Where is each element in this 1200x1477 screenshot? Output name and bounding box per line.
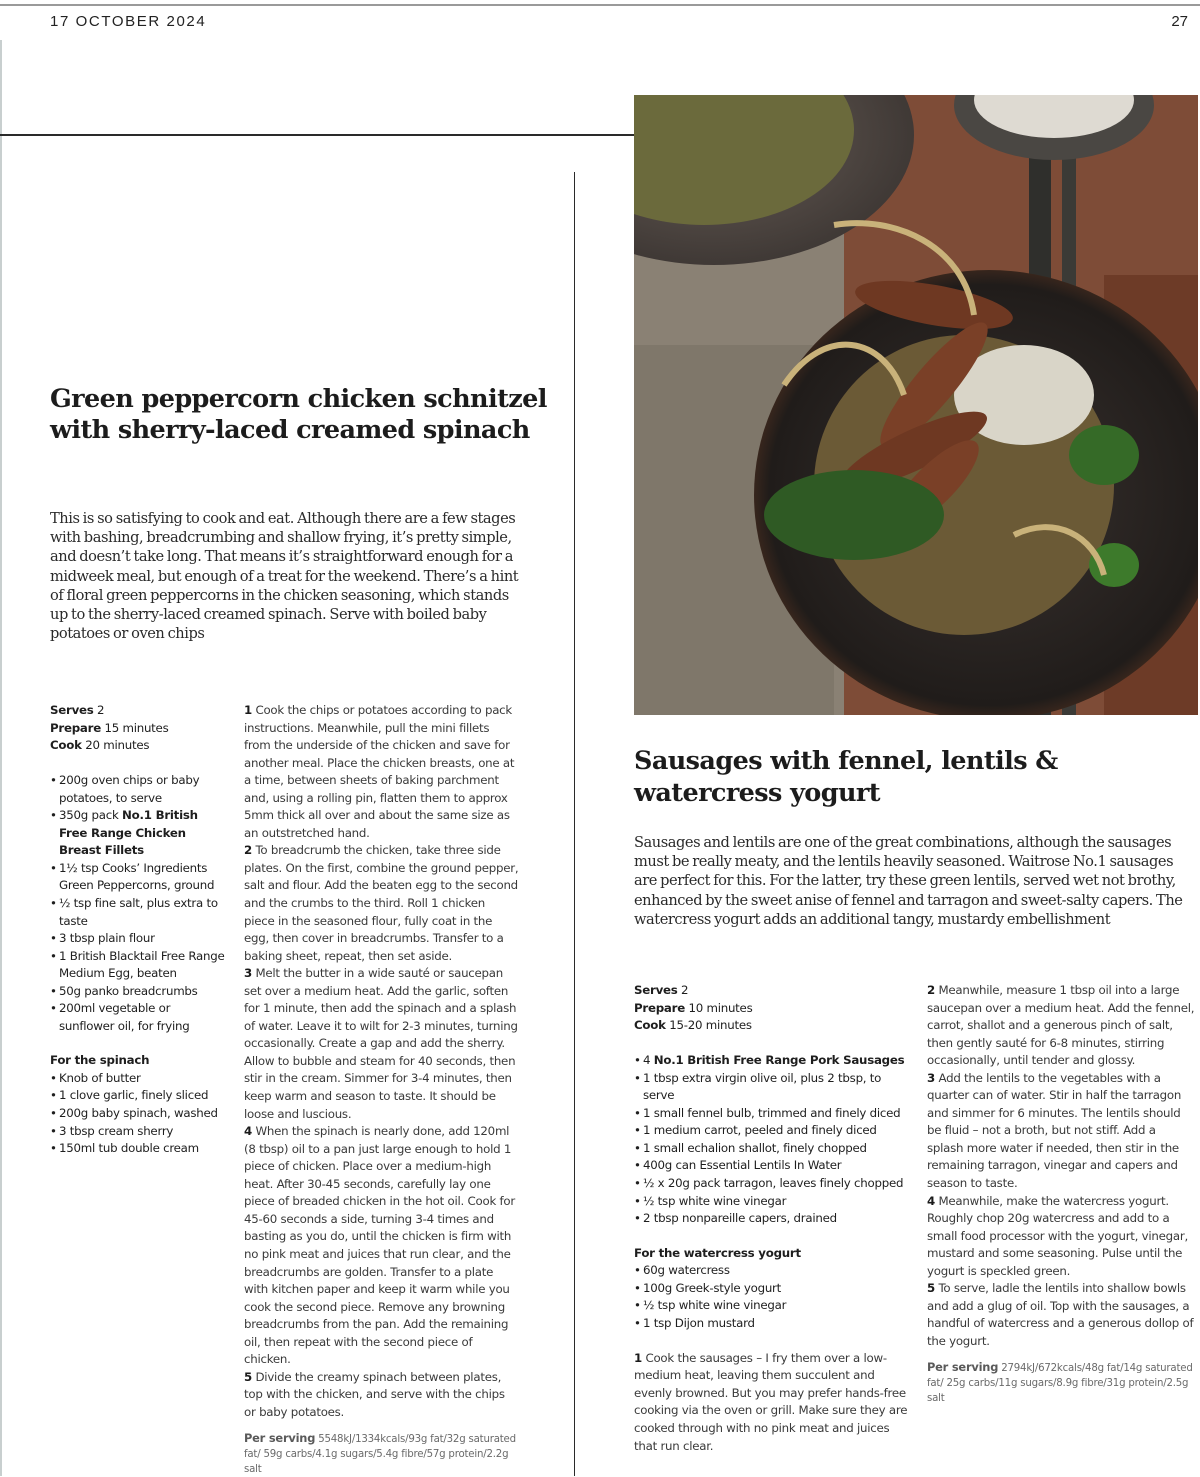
top-rule [0,4,1200,6]
serves-label: Serves [634,983,678,997]
product-name: No.1 British Free Range Chicken Breast Fillets [59,808,198,858]
prepare-label: Prepare [634,1000,685,1015]
recipe-2-method-column [927,982,1195,1406]
ingredient-item: • ½ tsp white wine vinegar [634,1297,914,1315]
recipe-2-ingredient-list [634,1052,914,1227]
ingredient-item: • 350g pack No.1 British Free Range Chicken Breast Fillets [50,807,225,860]
food-photo-sausages-lentils-icon [634,95,1198,715]
issue-date: 17 OCTOBER 2024 [50,13,207,30]
ingredient-item: • 150ml tub double cream [50,1140,225,1158]
recipe-1-ingredients-column [50,702,225,1158]
ingredient-item: • 1 tsp Dijon mustard [634,1315,914,1333]
ingredient-item: • 3 tbsp plain flour [50,930,225,948]
serves-value: 2 [97,703,105,717]
recipe-1-title: Green peppercorn chicken schnitzel with sherry-laced creamed spinach [50,384,547,445]
ingredient-item: • 200g baby spinach, washed [50,1105,225,1123]
ingredient-item: • ½ tsp fine salt, plus extra to taste [50,895,225,930]
method-step: 1 Cook the chips or potatoes according to pack instructions. Meanwhile, pull the mini fillets from the underside of the chicken and save for another meal. Place the chicken breasts, one at a time, between sheets of baking parchment and, using a rolling pin, flatten them to approx 5mm thick all over and about the same size as an outstretched hand. [244,703,515,840]
product-name: No.1 British Free Range Pork Sausages [653,1053,905,1068]
method-step: 5 Divide the creamy spinach between plates, top with the chicken, and serve with the chips or baby potatoes. [244,1369,505,1419]
cook-label: Cook [634,1018,666,1033]
method-step: 2 To breadcrumb the chicken, take three side plates. On the first, combine the ground pepper, salt and flour. Add the beaten egg to the second and the crumbs to the third. Roll 1 chicken piece in the seasoned flour, fully coat in the egg, then cover in breadcrumbs. Transfer to a baking sheet, repeat, then set aside. [244,843,519,963]
ingredient-item: • ½ x 20g pack tarragon, leaves finely chopped [634,1175,914,1193]
spinach-ingredient-list [50,1070,225,1158]
recipe-1-intro: This is so satisfying to cook and eat. Although there are a few stages with bashing, breadcrumbing and shallow frying, it’s pretty simple, and doesn’t take long. That means it’s straightforward enough for a midweek meal, but enough of a treat for the weekend. There’s a hint of floral green peppercorns in the chicken seasoning, which stands up to the sherry-laced creamed spinach. Serve with boiled baby potatoes or oven chips [50,510,519,643]
ingredient-item: • 1 British Blacktail Free Range Medium Egg, beaten [50,948,225,983]
nutrition-info: Per serving 2794kJ/672kcals/48g fat/14g saturated fat/ 25g carbs/11g sugars/8.9g fibre/31g protein/2.5g salt [927,1360,1193,1405]
recipe-2-title: Sausages with fennel, lentils & watercress yogurt [634,746,1058,808]
ingredient-item: • ½ tsp white wine vinegar [634,1193,914,1211]
recipe-1-method-column [244,702,519,1477]
method-step: 4 When the spinach is nearly done, add 120ml (8 tbsp) oil to a pan just large enough to hold 1 piece of chicken. Place over a medium-high heat. After 30-45 seconds, carefully lay one piece of breaded chicken in the hot oil. Cook for 45-60 seconds a side, turning 3-4 times and basting as you do, until the chicken is firm with no pink meat and juices that run clear, and the breadcrumbs are golden. Transfer to a plate with kitchen paper and keep it warm while you cook the second piece. Remove any browning breadcrumbs from the pan. Add the remaining oil, then repeat with the second piece of chicken. [244,1124,515,1367]
food-photo [634,95,1198,715]
ingredient-item: • 2 tbsp nonpareille capers, drained [634,1210,914,1228]
recipe-2-meta [634,982,914,1035]
page-number: 27 [1171,13,1188,30]
method-step: 5 To serve, ladle the lentils into shallow bowls and add a glug of oil. Top with the sausages, a handful of watercress and a generous dollop of the yogurt. [927,1281,1194,1348]
ingredient-item: • 1½ tsp Cooks’ Ingredients Green Peppercorns, ground [50,860,225,895]
page-edge [0,40,2,1476]
ingredient-item: • 400g can Essential Lentils In Water [634,1157,914,1175]
ingredient-item: • 1 medium carrot, peeled and finely diced [634,1122,914,1140]
ingredient-item: • 200ml vegetable or sunflower oil, for frying [50,1000,225,1035]
ingredient-item: • 4 No.1 British Free Range Pork Sausages [634,1052,914,1070]
prepare-value: 15 minutes [104,720,169,735]
recipe-1-ingredient-list [50,772,225,1035]
cook-value: 20 minutes [85,738,150,753]
method-step: 3 Melt the butter in a wide sauté or saucepan set over a medium heat. Add the garlic, soften for 1 minute, then add the spinach and a splash of water. Leave it to wilt for 2-3 minutes, turning occasionally. Create a gap and add the sherry. Allow to bubble and steam for 40 seconds, then stir in the cream. Simmer for 3-4 minutes, then keep warm and season to taste. It should be loose and luscious. [244,966,518,1121]
serves-label: Serves [50,703,94,717]
serves-value: 2 [681,983,689,997]
ingredient-item: • 50g panko breadcrumbs [50,983,225,1001]
column-divider [574,172,575,1476]
prepare-value: 10 minutes [688,1000,753,1015]
ingredient-item: • 3 tbsp cream sherry [50,1123,225,1141]
ingredient-item: • 1 clove garlic, finely sliced [50,1087,225,1105]
cook-value: 15-20 minutes [669,1018,752,1033]
recipe-2-method-step-1 [634,1350,914,1455]
spinach-subheading: For the spinach [50,1053,150,1068]
ingredient-item: • 1 tbsp extra virgin olive oil, plus 2 tbsp, to serve [634,1070,914,1105]
yogurt-subheading: For the watercress yogurt [634,1245,801,1260]
ingredient-item: • Knob of butter [50,1070,225,1088]
prepare-label: Prepare [50,720,101,735]
ingredient-item: • 1 small echalion shallot, finely chopped [634,1140,914,1158]
cook-label: Cook [50,738,82,753]
method-step: 4 Meanwhile, make the watercress yogurt. Roughly chop 20g watercress and add to a small food processor with the yogurt, vinegar, mustard and some seasoning. Pulse until the yogurt is speckled green. [927,1193,1188,1278]
ingredient-item: • 200g oven chips or baby potatoes, to serve [50,772,225,807]
recipe-2-intro: Sausages and lentils are one of the great combinations, although the sausages must be really meaty, and the lentils heavily seasoned. Waitrose No.1 sausages are perfect for this. For the latter, try these green lentils, served wet not brothy, enhanced by the sweet anise of fennel and tarragon and sweet-salty capers. The watercress yogurt adds an additional tangy, mustardy embellishment [634,834,1183,928]
ingredient-item: • 60g watercress [634,1262,914,1280]
recipe-2-ingredients-column [634,982,914,1455]
ingredient-item: • 100g Greek-style yogurt [634,1280,914,1298]
horizontal-divider [0,134,634,136]
yogurt-ingredient-list [634,1262,914,1332]
method-step: 1 Cook the sausages – I fry them over a low-medium heat, leaving them succulent and evenly browned. But you may prefer hands-free cooking via the oven or grill. Make sure they are cooked through with no pink meat and juices that run clear. [634,1350,908,1453]
nutrition-info: Per serving 5548kJ/1334kcals/93g fat/32g saturated fat/ 59g carbs/4.1g sugars/5.4g fibre/57g protein/2.2g salt [244,1431,516,1476]
method-step: 2 Meanwhile, measure 1 tbsp oil into a large saucepan over a medium heat. Add the fennel, carrot, shallot and a generous pinch of salt, then gently sauté for 6-8 minutes, stirring occasionally, until tender and glossy. [927,983,1195,1068]
recipe-1-meta [50,702,225,755]
ingredient-item: • 1 small fennel bulb, trimmed and finely diced [634,1105,914,1123]
method-step: 3 Add the lentils to the vegetables with a quarter can of water. Stir in half the tarragon and simmer for 6 minutes. The lentils should be fluid – not a broth, but not stiff. Add a splash more water if needed, then stir in the remaining tarragon, vinegar and capers and season to taste. [927,1070,1182,1191]
